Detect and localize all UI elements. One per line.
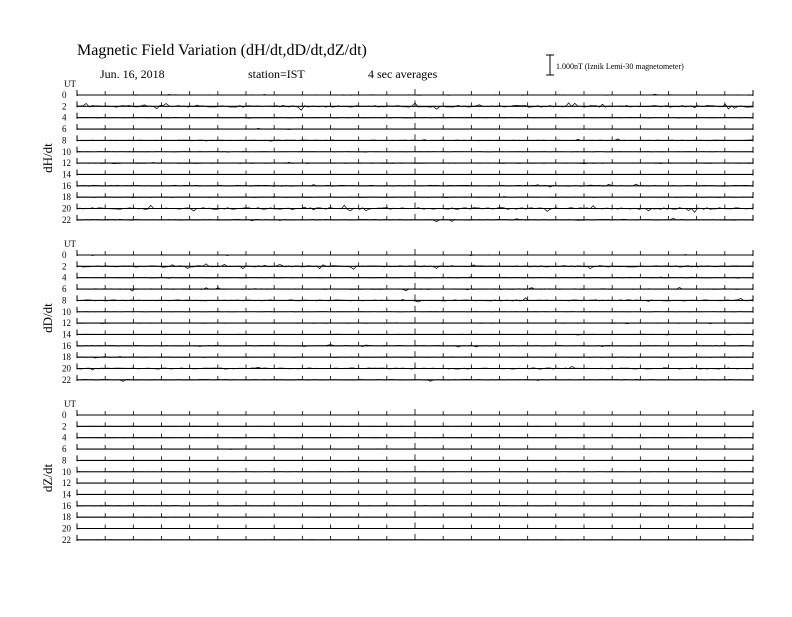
ut-label: UT: [64, 79, 76, 89]
hour-label: 4: [62, 273, 67, 283]
trace-row: [62, 168, 753, 179]
trace-row: [62, 523, 753, 534]
hour-label: 0: [62, 410, 67, 420]
chart-title: Magnetic Field Variation (dH/dt,dD/dt,dZ/dt): [77, 42, 367, 59]
chart-date: Jun. 16, 2018: [100, 67, 165, 81]
trace-row: [62, 112, 753, 123]
hour-label: 20: [62, 524, 72, 534]
hour-label: 12: [62, 318, 71, 328]
trace-row: [62, 432, 753, 443]
panel-dH-dt: [40, 79, 753, 225]
hour-label: 6: [62, 284, 67, 294]
trace-row: [62, 203, 753, 214]
trace-row: [62, 500, 753, 511]
hour-label: 4: [62, 433, 67, 443]
trace-row: [62, 420, 753, 431]
trace-row: [62, 363, 753, 374]
trace-row: [62, 283, 753, 294]
trace-row: [62, 146, 753, 157]
hour-label: 0: [62, 90, 67, 100]
hour-label: 14: [62, 169, 72, 179]
hour-label: 18: [62, 192, 72, 202]
trace-row: [62, 100, 753, 111]
panels-group: [40, 79, 753, 545]
trace-row: [62, 443, 753, 454]
trace-row: [62, 134, 753, 145]
hour-label: 6: [62, 124, 67, 134]
hour-label: 16: [62, 501, 72, 511]
hour-label: 10: [62, 147, 72, 157]
hour-label: 16: [62, 341, 72, 351]
ut-label: UT: [64, 399, 76, 409]
hour-label: 12: [62, 158, 71, 168]
trace-row: [62, 89, 753, 100]
hour-label: 2: [62, 421, 67, 431]
panel-ylabel: dH/dt: [40, 143, 55, 173]
trace-row: [62, 260, 753, 271]
hour-label: 14: [62, 489, 72, 499]
panel-ylabel: dD/dt: [40, 303, 55, 333]
trace-row: [62, 328, 753, 339]
panel-dD-dt: [40, 239, 753, 385]
hour-label: 10: [62, 467, 72, 477]
hour-label: 14: [62, 329, 72, 339]
hour-label: 8: [62, 455, 67, 465]
ut-label: UT: [64, 239, 76, 249]
hour-label: 10: [62, 307, 72, 317]
trace-row: [62, 351, 753, 362]
panel-dZ-dt: [40, 399, 753, 545]
trace-row: [62, 191, 753, 202]
trace-row: [62, 454, 753, 465]
hour-label: 22: [62, 215, 71, 225]
trace-row: [62, 534, 753, 545]
trace-row: [62, 123, 753, 134]
trace-row: [62, 374, 753, 385]
trace-row: [62, 214, 753, 225]
trace-row: [62, 340, 753, 351]
trace-row: [62, 294, 753, 305]
chart-station: station=IST: [248, 67, 305, 81]
hour-label: 16: [62, 181, 72, 191]
scale-label: 1.000nT (Iznik Lemi-30 magnetometer): [556, 62, 684, 71]
hour-label: 22: [62, 535, 71, 545]
hour-label: 8: [62, 135, 67, 145]
trace-row: [62, 511, 753, 522]
trace-row: [62, 466, 753, 477]
hour-label: 0: [62, 250, 67, 260]
trace-row: [62, 477, 753, 488]
hour-label: 12: [62, 478, 71, 488]
hour-label: 18: [62, 352, 72, 362]
trace-row: [62, 249, 753, 260]
hour-label: 8: [62, 295, 67, 305]
trace-row: [62, 317, 753, 328]
scale-bar: [546, 55, 684, 75]
hour-label: 20: [62, 204, 72, 214]
hour-label: 6: [62, 444, 67, 454]
trace-row: [62, 157, 753, 168]
trace-row: [62, 306, 753, 317]
panel-ylabel: dZ/dt: [40, 464, 55, 493]
trace-row: [62, 272, 753, 283]
trace-row: [62, 488, 753, 499]
hour-label: 2: [62, 261, 67, 271]
hour-label: 4: [62, 113, 67, 123]
trace-row: [62, 409, 753, 420]
trace-line: [77, 449, 753, 450]
hour-label: 20: [62, 364, 72, 374]
hour-label: 18: [62, 512, 72, 522]
chart-averaging: 4 sec averages: [368, 67, 438, 81]
hour-label: 2: [62, 101, 67, 111]
hour-label: 22: [62, 375, 71, 385]
trace-row: [62, 180, 753, 191]
